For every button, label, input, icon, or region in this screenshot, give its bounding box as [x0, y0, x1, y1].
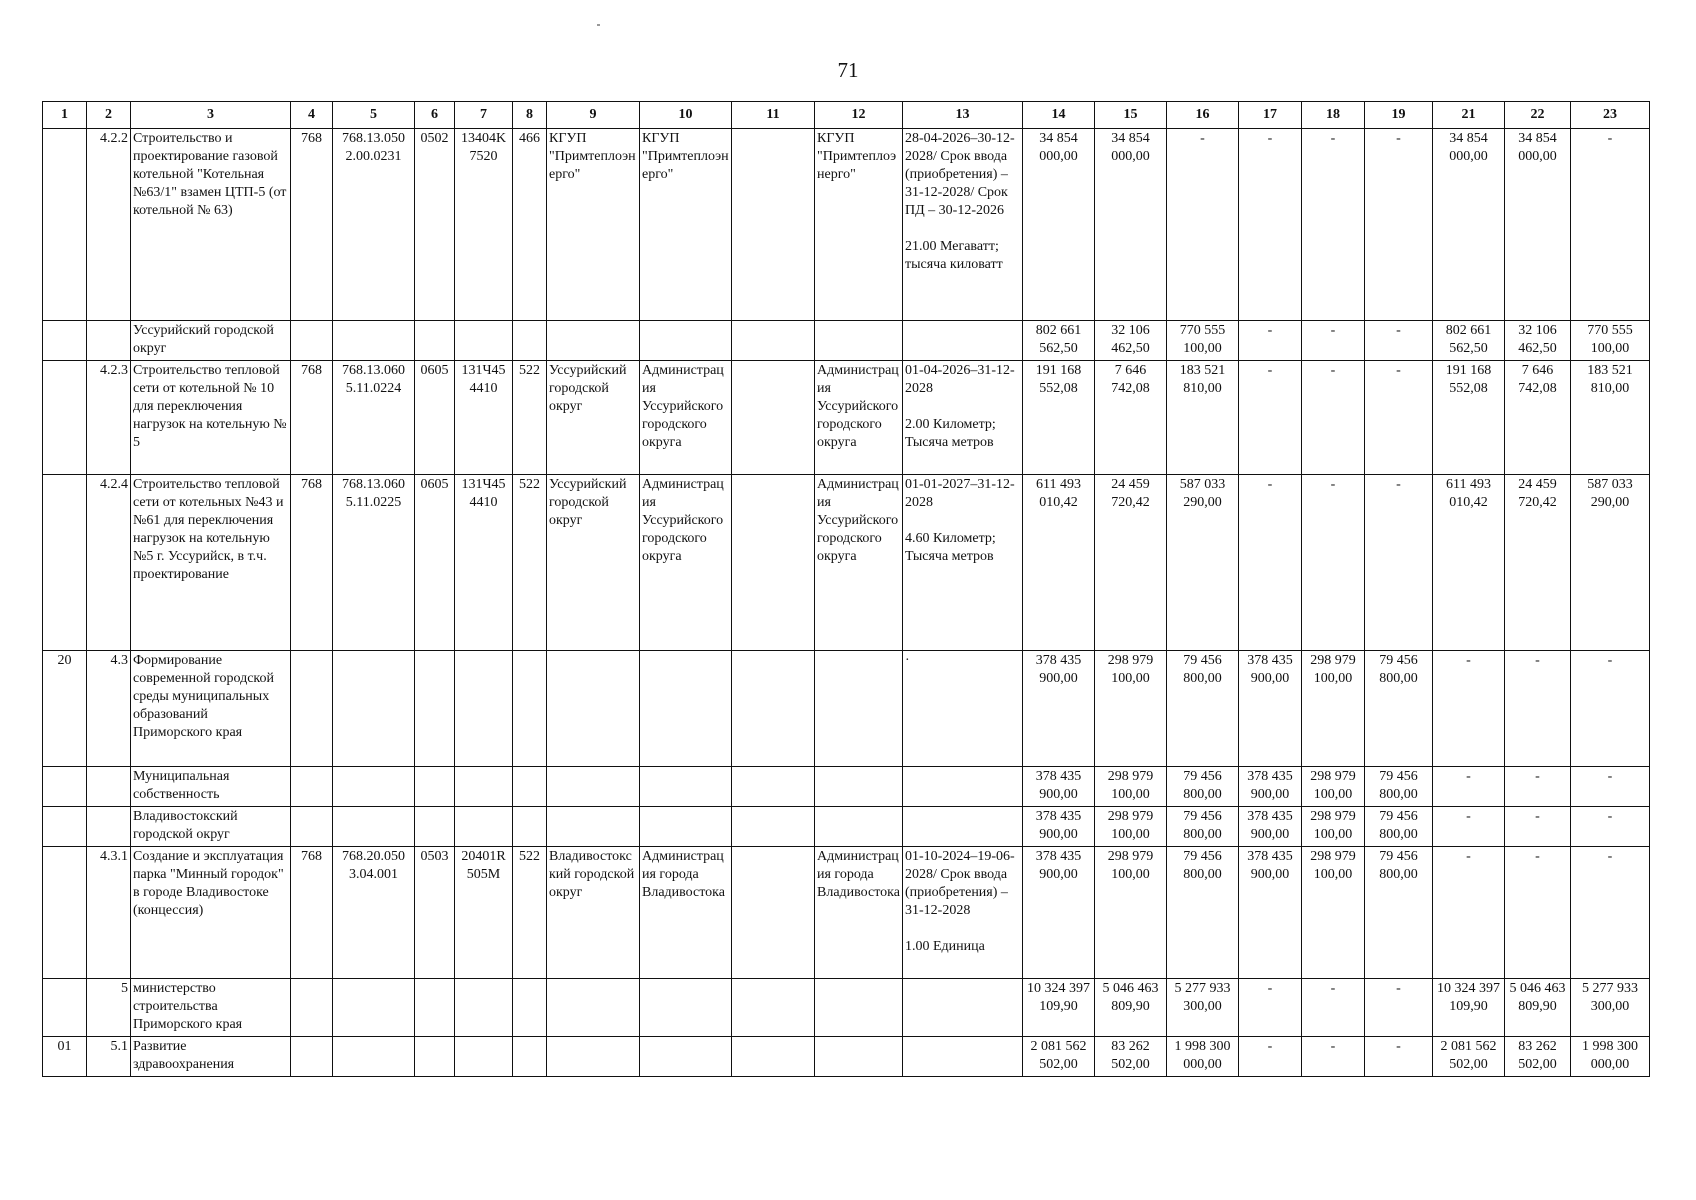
table-cell: 768 — [291, 847, 333, 979]
table-cell — [291, 807, 333, 847]
table-cell: 10 324 397 109,90 — [1023, 979, 1095, 1037]
table-row — [43, 979, 1650, 1037]
table-cell: - — [1365, 1037, 1433, 1077]
scan-artifact — [597, 24, 600, 26]
column-header: 4 — [291, 102, 333, 129]
table-cell: 587 033 290,00 — [1167, 475, 1239, 651]
table-cell — [547, 807, 640, 847]
column-header: 13 — [903, 102, 1023, 129]
table-cell: 298 979 100,00 — [1095, 651, 1167, 767]
table-cell — [640, 651, 732, 767]
table-cell — [333, 651, 415, 767]
table-cell: 01-01-2027–31-12-2028 4.60 Километр; Тысяча метров — [903, 475, 1023, 651]
table-cell: - — [1167, 129, 1239, 321]
table-cell — [415, 321, 455, 361]
table-cell: - — [1302, 129, 1365, 321]
table-cell: - — [1365, 475, 1433, 651]
column-header: 12 — [815, 102, 903, 129]
table-cell: 1 998 300 000,00 — [1167, 1037, 1239, 1077]
table-cell: - — [1571, 767, 1650, 807]
table-row — [43, 651, 1650, 767]
table-cell: 2 081 562 502,00 — [1433, 1037, 1505, 1077]
table-cell: 298 979 100,00 — [1302, 847, 1365, 979]
table-cell: 7 646 742,08 — [1095, 361, 1167, 475]
table-cell: 378 435 900,00 — [1239, 651, 1302, 767]
table-cell — [455, 807, 513, 847]
column-header: 9 — [547, 102, 640, 129]
table-cell: 20 — [43, 651, 87, 767]
table-cell — [415, 979, 455, 1037]
column-header: 7 — [455, 102, 513, 129]
table-cell: Строительство тепловой сети от котельных №43 и №61 для переключения нагрузок на котельную №5 г. Уссурийск, в т.ч. проектирование — [131, 475, 291, 651]
table-cell: - — [1302, 475, 1365, 651]
table-cell — [513, 651, 547, 767]
table-cell: - — [1571, 129, 1650, 321]
table-cell: - — [1239, 129, 1302, 321]
table-cell: 1 998 300 000,00 — [1571, 1037, 1650, 1077]
table-cell: - — [1571, 847, 1650, 979]
table-cell — [513, 767, 547, 807]
table-cell: - — [1302, 1037, 1365, 1077]
table-cell — [903, 321, 1023, 361]
table-cell — [640, 767, 732, 807]
column-header: 22 — [1505, 102, 1571, 129]
column-header: 23 — [1571, 102, 1650, 129]
table-cell — [43, 475, 87, 651]
table-cell: - — [1505, 767, 1571, 807]
table-cell: 5 277 933 300,00 — [1571, 979, 1650, 1037]
table-cell: 20401R 505M — [455, 847, 513, 979]
table-cell: 01 — [43, 1037, 87, 1077]
table-cell — [455, 979, 513, 1037]
table-cell: 4.3 — [87, 651, 131, 767]
table-cell: 34 854 000,00 — [1433, 129, 1505, 321]
column-header: 14 — [1023, 102, 1095, 129]
column-header: 18 — [1302, 102, 1365, 129]
table-cell: · — [903, 651, 1023, 767]
table-cell: - — [1239, 475, 1302, 651]
table-cell: 522 — [513, 361, 547, 475]
table-cell — [291, 651, 333, 767]
table-row — [43, 1037, 1650, 1077]
table-cell: Администрация города Владивостока — [815, 847, 903, 979]
table-cell: 522 — [513, 475, 547, 651]
table-cell: 0502 — [415, 129, 455, 321]
table-cell: 191 168 552,08 — [1433, 361, 1505, 475]
table-cell: 768 — [291, 129, 333, 321]
column-header: 19 — [1365, 102, 1433, 129]
table-cell: 587 033 290,00 — [1571, 475, 1650, 651]
table-cell: Развитие здравоохранения — [131, 1037, 291, 1077]
table-row — [43, 129, 1650, 321]
table-cell: КГУП "Примтеплоэнерго" — [815, 129, 903, 321]
table-row — [43, 321, 1650, 361]
column-header: 17 — [1239, 102, 1302, 129]
table-cell: 01-10-2024–19-06-2028/ Срок ввода (приобретения) – 31-12-2028 1.00 Единица — [903, 847, 1023, 979]
table-cell — [455, 321, 513, 361]
table-cell: - — [1239, 1037, 1302, 1077]
table-cell: - — [1571, 807, 1650, 847]
table-cell — [513, 321, 547, 361]
table-cell: - — [1505, 651, 1571, 767]
table-cell: 83 262 502,00 — [1505, 1037, 1571, 1077]
column-header: 21 — [1433, 102, 1505, 129]
table-cell — [640, 979, 732, 1037]
table-cell: 5 046 463 809,90 — [1505, 979, 1571, 1037]
table-cell: 34 854 000,00 — [1505, 129, 1571, 321]
table-cell: - — [1365, 129, 1433, 321]
table-cell: Администрация Уссурийского городского округа — [640, 361, 732, 475]
table-cell: 34 854 000,00 — [1095, 129, 1167, 321]
table-cell: - — [1239, 979, 1302, 1037]
table-cell — [815, 1037, 903, 1077]
table-cell: - — [1302, 361, 1365, 475]
table-cell: 611 493 010,42 — [1433, 475, 1505, 651]
table-cell — [903, 1037, 1023, 1077]
table-cell — [732, 129, 815, 321]
table-cell — [43, 979, 87, 1037]
table-cell — [333, 1037, 415, 1077]
column-header: 3 — [131, 102, 291, 129]
table-cell: Уссурийский городской округ — [547, 361, 640, 475]
table-cell: 378 435 900,00 — [1239, 807, 1302, 847]
table-cell: Уссурийский городской округ — [131, 321, 291, 361]
table-cell: 770 555 100,00 — [1571, 321, 1650, 361]
table-cell: 298 979 100,00 — [1095, 847, 1167, 979]
budget-table — [42, 101, 1650, 1077]
table-cell — [640, 321, 732, 361]
table-cell — [455, 767, 513, 807]
table-cell — [291, 767, 333, 807]
table-cell: 79 456 800,00 — [1365, 807, 1433, 847]
table-cell — [43, 847, 87, 979]
table-cell: 5 046 463 809,90 — [1095, 979, 1167, 1037]
table-cell — [903, 979, 1023, 1037]
table-cell — [513, 1037, 547, 1077]
table-cell: - — [1239, 361, 1302, 475]
table-cell — [455, 651, 513, 767]
table-cell — [732, 321, 815, 361]
table-cell — [415, 807, 455, 847]
page-number: 71 — [837, 58, 859, 82]
table-cell: 5 — [87, 979, 131, 1037]
column-header: 1 — [43, 102, 87, 129]
table-cell — [732, 651, 815, 767]
table-cell: 79 456 800,00 — [1167, 651, 1239, 767]
table-cell: - — [1505, 807, 1571, 847]
table-row — [43, 767, 1650, 807]
table-cell — [732, 807, 815, 847]
column-header: 10 — [640, 102, 732, 129]
table-cell — [333, 321, 415, 361]
table-cell — [903, 807, 1023, 847]
table-cell: 298 979 100,00 — [1095, 807, 1167, 847]
table-cell: 298 979 100,00 — [1302, 651, 1365, 767]
table-cell: Формирование современной городской среды муниципальных образований Приморского края — [131, 651, 291, 767]
table-row — [43, 475, 1650, 651]
table-cell: 802 661 562,50 — [1433, 321, 1505, 361]
table-cell — [291, 1037, 333, 1077]
table-cell: Строительство и проектирование газовой котельной "Котельная №63/1" взамен ЦТП-5 (от котельной № 63) — [131, 129, 291, 321]
column-header: 8 — [513, 102, 547, 129]
table-cell: 131Ч45 4410 — [455, 361, 513, 475]
table-cell: 24 459 720,42 — [1095, 475, 1167, 651]
table-cell — [513, 807, 547, 847]
table-cell — [87, 321, 131, 361]
table-cell: - — [1505, 847, 1571, 979]
table-cell: 4.2.2 — [87, 129, 131, 321]
table-cell: 4.2.4 — [87, 475, 131, 651]
table-cell: 378 435 900,00 — [1023, 847, 1095, 979]
table-cell: 298 979 100,00 — [1302, 807, 1365, 847]
table-cell: Владивостокский городской округ — [131, 807, 291, 847]
table-cell: 4.3.1 — [87, 847, 131, 979]
table-cell — [87, 807, 131, 847]
table-cell: 378 435 900,00 — [1023, 767, 1095, 807]
table-cell — [291, 979, 333, 1037]
column-header: 6 — [415, 102, 455, 129]
table-cell: 28-04-2026–30-12-2028/ Срок ввода (приобретения) – 31-12-2028/ Срок ПД – 30-12-2026 21.00 Мегаватт; тысяча киловатт — [903, 129, 1023, 321]
table-cell — [415, 767, 455, 807]
table-cell — [815, 321, 903, 361]
table-cell — [333, 807, 415, 847]
table-cell: - — [1433, 767, 1505, 807]
table-cell — [732, 361, 815, 475]
table-cell: 79 456 800,00 — [1365, 847, 1433, 979]
table-cell — [513, 979, 547, 1037]
table-cell: 13404K 7520 — [455, 129, 513, 321]
table-row — [43, 807, 1650, 847]
table-cell: - — [1365, 979, 1433, 1037]
table-cell: 4.2.3 — [87, 361, 131, 475]
table-cell — [43, 321, 87, 361]
table-cell: 378 435 900,00 — [1023, 807, 1095, 847]
table-cell — [732, 847, 815, 979]
table-cell — [640, 807, 732, 847]
table-cell: Администрация Уссурийского городского округа — [815, 475, 903, 651]
table-cell: Муниципальная собственность — [131, 767, 291, 807]
table-cell — [43, 807, 87, 847]
column-header: 5 — [333, 102, 415, 129]
table-cell: 79 456 800,00 — [1167, 847, 1239, 979]
table-cell: 79 456 800,00 — [1167, 807, 1239, 847]
table-header-row — [43, 102, 1650, 129]
table-cell — [547, 1037, 640, 1077]
table-cell — [333, 767, 415, 807]
table-cell — [815, 767, 903, 807]
table-cell — [903, 767, 1023, 807]
table-cell: КГУП "Примтеплоэнерго" — [640, 129, 732, 321]
table-cell — [732, 475, 815, 651]
table-cell — [732, 979, 815, 1037]
table-cell: 768 — [291, 475, 333, 651]
table-cell: 378 435 900,00 — [1239, 847, 1302, 979]
table-cell: - — [1433, 847, 1505, 979]
table-cell — [43, 361, 87, 475]
table-cell: 466 — [513, 129, 547, 321]
table-cell: - — [1433, 651, 1505, 767]
table-cell: 768.13.050 2.00.0231 — [333, 129, 415, 321]
table-cell — [815, 979, 903, 1037]
table-cell: Администрация Уссурийского городского округа — [815, 361, 903, 475]
table-cell: 191 168 552,08 — [1023, 361, 1095, 475]
table-cell — [455, 1037, 513, 1077]
table-cell: - — [1239, 321, 1302, 361]
table-cell: 79 456 800,00 — [1365, 767, 1433, 807]
table-cell: 183 521 810,00 — [1571, 361, 1650, 475]
table-cell: 7 646 742,08 — [1505, 361, 1571, 475]
table-cell: 768 — [291, 361, 333, 475]
table-cell: 183 521 810,00 — [1167, 361, 1239, 475]
column-header: 2 — [87, 102, 131, 129]
table-cell — [291, 321, 333, 361]
table-cell: Администрация Уссурийского городского округа — [640, 475, 732, 651]
table-cell: 5.1 — [87, 1037, 131, 1077]
table-cell: 298 979 100,00 — [1302, 767, 1365, 807]
table-cell: министерство строительства Приморского края — [131, 979, 291, 1037]
table-cell: 0503 — [415, 847, 455, 979]
table-cell — [415, 1037, 455, 1077]
table-cell: 0605 — [415, 475, 455, 651]
table-cell: КГУП "Примтеплоэнерго" — [547, 129, 640, 321]
table-cell — [43, 129, 87, 321]
table-cell: 298 979 100,00 — [1095, 767, 1167, 807]
table-cell — [415, 651, 455, 767]
table-cell: 79 456 800,00 — [1365, 651, 1433, 767]
table-cell: - — [1365, 361, 1433, 475]
table-cell: 79 456 800,00 — [1167, 767, 1239, 807]
table-cell: 611 493 010,42 — [1023, 475, 1095, 651]
table-cell — [815, 807, 903, 847]
table-cell: 768.20.050 3.04.001 — [333, 847, 415, 979]
table-cell: 10 324 397 109,90 — [1433, 979, 1505, 1037]
table-cell: 0605 — [415, 361, 455, 475]
table-cell — [547, 979, 640, 1037]
table-cell: 2 081 562 502,00 — [1023, 1037, 1095, 1077]
table-cell: 131Ч45 4410 — [455, 475, 513, 651]
table-cell — [333, 979, 415, 1037]
table-cell: 770 555 100,00 — [1167, 321, 1239, 361]
table-cell — [547, 321, 640, 361]
column-header: 15 — [1095, 102, 1167, 129]
table-cell: 802 661 562,50 — [1023, 321, 1095, 361]
table-cell: Строительство тепловой сети от котельной № 10 для переключения нагрузок на котельную № 5 — [131, 361, 291, 475]
table-cell — [815, 651, 903, 767]
table-row — [43, 847, 1650, 979]
table-cell: 01-04-2026–31-12-2028 2.00 Километр; Тысяча метров — [903, 361, 1023, 475]
table-cell: Администрация города Владивостока — [640, 847, 732, 979]
table-cell: 34 854 000,00 — [1023, 129, 1095, 321]
table-cell — [732, 1037, 815, 1077]
table-cell: 24 459 720,42 — [1505, 475, 1571, 651]
table-cell: Создание и эксплуатация парка "Минный городок" в городе Владивостоке (концессия) — [131, 847, 291, 979]
table-cell — [732, 767, 815, 807]
table-cell: 768.13.060 5.11.0225 — [333, 475, 415, 651]
table-cell: - — [1302, 321, 1365, 361]
table-cell — [640, 1037, 732, 1077]
table-cell: 32 106 462,50 — [1095, 321, 1167, 361]
table-cell: Уссурийский городской округ — [547, 475, 640, 651]
table-cell — [547, 767, 640, 807]
table-cell: 768.13.060 5.11.0224 — [333, 361, 415, 475]
table-cell — [87, 767, 131, 807]
table-cell: 5 277 933 300,00 — [1167, 979, 1239, 1037]
table-cell: 378 435 900,00 — [1023, 651, 1095, 767]
table-cell: 522 — [513, 847, 547, 979]
table-cell: - — [1365, 321, 1433, 361]
table-cell: 378 435 900,00 — [1239, 767, 1302, 807]
table-row — [43, 361, 1650, 475]
table-cell — [547, 651, 640, 767]
table-cell: 83 262 502,00 — [1095, 1037, 1167, 1077]
column-header: 16 — [1167, 102, 1239, 129]
table-cell: - — [1571, 651, 1650, 767]
table-cell: - — [1302, 979, 1365, 1037]
table-cell: 32 106 462,50 — [1505, 321, 1571, 361]
table-cell: Владивостокский городской округ — [547, 847, 640, 979]
table-cell — [43, 767, 87, 807]
column-header: 11 — [732, 102, 815, 129]
table-cell: - — [1433, 807, 1505, 847]
